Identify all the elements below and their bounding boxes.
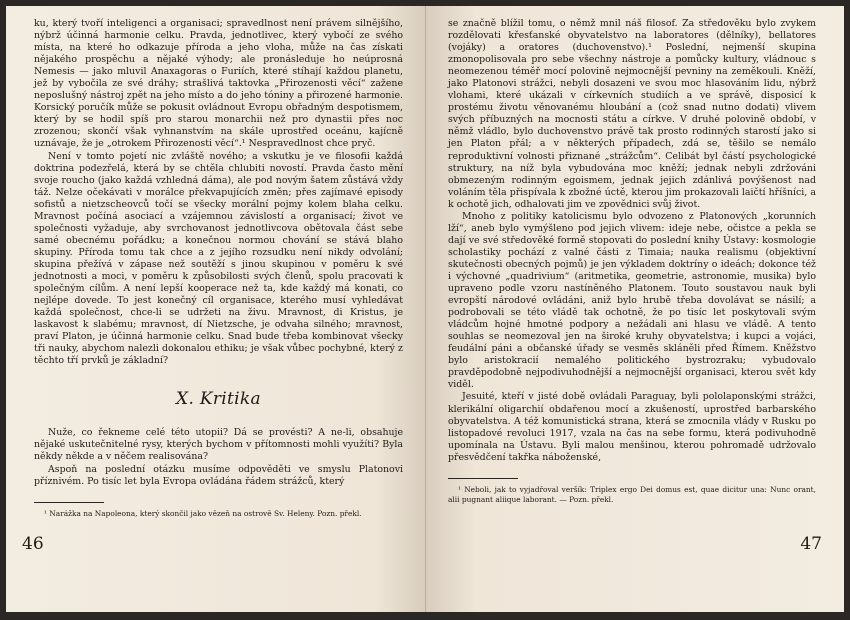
left-page-text	[34, 18, 403, 488]
paragraph: Jesuité, kteří v jisté době ovládali Paraguay, byli pololaponskými strážci, klerikální oligarchií obdařenou mocí a zkušeností, uprostřed barbarského obyvatelstva. A též komunistická strana, která se zmocnila vlády v Rusku po listopadové revoluci 1917, vzala na čas na sebe formu, která podivuhodně upomínala na Ústavu. Byli malou menšinou, kterou pohromadě udržovalo přesvědčení takřka náboženské,	[448, 391, 816, 463]
paragraph: ku, který tvoří inteligenci a organisaci; spravedlnost není právem silnějšího, nýbrž účinná harmonie celku. Pravda, jednotlivec, který vybočí ze svého místa, na které ho odkazuje příroda a jeho vloha, může na čas získati nějakého prospěchu a nějaké výhody; ale pronásleduje ho neúprosná Nemesis — jako mluvil Anaxagoras o Furiích, které stíhají každou planetu, jež by vybočila ze své dráhy; strašlivá taktovka „Přirozenosti věcí“ zažene neposlušný nástroj zpět na jeho místo a do jeho tóniny a přirozené harmonie. Korsický poručík může se pokusit ovládnout Evropu obřadným despotismem, který by se hodil spíš pro starou monarchii než pro dynastii přes noc zrozenou; skončí však vyhnanstvím na skále uprostřed oceánu, kajícně uznávaje, že je „otrokem Přirozenosti věcí“.¹ Nespravedlnost chce pryč.	[34, 18, 403, 150]
footnote-divider	[448, 478, 518, 479]
left-page	[6, 6, 426, 612]
right-page	[426, 6, 844, 612]
footnote: ¹ Neboli, jak to vyjadřoval veršík: Triplex ergo Dei domus est, quae dicitur una: Nunc orant, alii pugnant aliique laborant. — Pozn. překl.	[448, 484, 816, 504]
page-number: 46	[22, 534, 44, 554]
footnote-divider	[34, 502, 104, 503]
paragraph: Nuže, co řekneme celé této utopii? Dá se provésti? A ne-li, obsahuje nějaké uskutečnitelné rysy, kterých bychom v přítomnosti mohli využíti? Byla někdy někde a v něčem realisována?	[34, 427, 403, 463]
paragraph: Aspoň na poslední otázku musíme odpověděti ve smyslu Platonovi příznivém. Po tisíc let byla Evropa ovládána řádem strážců, který	[34, 463, 403, 487]
footnote: ¹ Narážka na Napoleona, který skončil jako vězeň na ostrově Sv. Heleny. Pozn. překl.	[44, 508, 362, 518]
chapter-title: X. Kritika	[176, 389, 261, 410]
right-page-text	[448, 18, 816, 464]
paragraph: Není v tomto pojetí nic zvláště nového; a vskutku je ve filosofii každá doktrina podezřelá, která by se chtěla chlubiti novostí. Pravda často mění svoje roucho (jako každá vzhledná dáma), ale pod novým šatem zůstává vždy táž. Nelze očekávati v morálce překvapujících změn; přes zajímavé episody sofistů a nietzscheovců točí se všecky morální pojmy kolem blaha celku. Mravnost počíná asociací a vzájemnou závislostí a organisací; život ve společnosti vyžaduje, aby svrchovanost jednotlivcova obětovala část sebe samé obecnému pořádku; a konečnou normou chování se stává blaho skupiny. Příroda tomu tak chce a z jejího rozsudku není nikdy odvolání; skupina přežívá v zápase než soutěží s jinou skupinou v poměru k své jednotnosti a moci, v poměru k způsobilosti svých členů, spolu pracovati k společným cílům. A není lepší kooperace než ta, kde každý má konati, co nejlépe dovede. To jest konečný cíl organisace, kterého musí vyhledávat každá společnost, chce-li se udržeti na živu. Mravnost, di Kristus, je laskavost k slabému; mravnost, dí Nietzsche, je odvaha silného; mravnost, praví Platon, je účinná harmonie celku. Snad bude třeba kombinovat všecky tři nauky, abychom nalezli dokonalou ethiku; je však vůbec pochybné, který z těchto tří prvků je základní?	[34, 150, 403, 367]
page-number: 47	[800, 534, 822, 554]
paragraph: Mnoho z politiky katolicismu bylo odvozeno z Platonových „korunních lží“, aneb bylo vymýšleno pod jejich vlivem: ideje nebe, očistce a pekla se dají ve své středověké formě stopovati do poslední knihy Ústavy: kosmologie scholastiky pochází z valné části z Timaia; nauka realismu (objektivní skutečnosti obecných pojmů) je jen výkladem doktríny o ideách; dokonce též i výchovné „quadrivium“ (aritmetika, geometrie, astronomie, musika) bylo upraveno podle vzoru nastíněného Platonem. Touto soustavou nauk byli evropští národové ovládáni, aniž bylo hrubě třeba dovolávat se násilí; a podrobovali se této vládě tak ochotně, že po tisíc let poskytovali svým vládcům hojné hmotné podpory a nežádali ani hlasu ve vládě. A tento souhlas se neomezoval jen na široké kruhy obyvatelstva; i kupci a vojáci, feudální páni a občanské úřady se vesměs skláněli před Římem. Kněžstvo bylo aristokracií nemalého politického bystrozraku; vybudovalo pravděpodobně nejpodivuhodnější a nejmocnější organisaci, kterou svět kdy viděl.	[448, 210, 816, 391]
paragraph: se značně blížil tomu, o němž mnil náš filosof. Za středověku bylo zvykem rozdělovati křesťanské obyvatelstvo na laboratores (dělníky), bellatores (vojáky) a oratores (duchovenstvo).¹ Poslední, nejmenší skupina zmonopolisovala pro sebe všechny nástroje a pomůcky kultury, vládnouc s neomezenou téměř mocí polovině nejmocnější pevniny na zeměkouli. Kněží, jako Platonovi strážci, nebyli dosazeni ve svou moc hlasováním lidu, nýbrž vlohami, které ukázali v církevních studiích a ve správě, disposicí k prostému životu věnovanému hloubání a (což snad nutno dodati) vlivem svých příbuzných na mocnosti státu a církve. V druhé polovině období, v němž vládlo, bylo duchovenstvo právě tak prosto rodinných starostí jako si jen Platon přál; a v některých případech, zdá se, těšilo se nemálo reproduktivní volnosti přiznané „strážcům“. Celibát byl částí psychologické struktury, na níž byla vybudována moc kněží; jednak nebyli zdržováni obmezeným rodinným egoismem, jednak jejich zdánlivá povýšenost nad voláním těla přispívala k zbožné úctě, kterou jim prokazovali laičtí hříšníci, a k ochotě jich, odhalovati jim ve zpovědnici svůj život.	[448, 18, 816, 210]
book-spread	[6, 6, 844, 612]
